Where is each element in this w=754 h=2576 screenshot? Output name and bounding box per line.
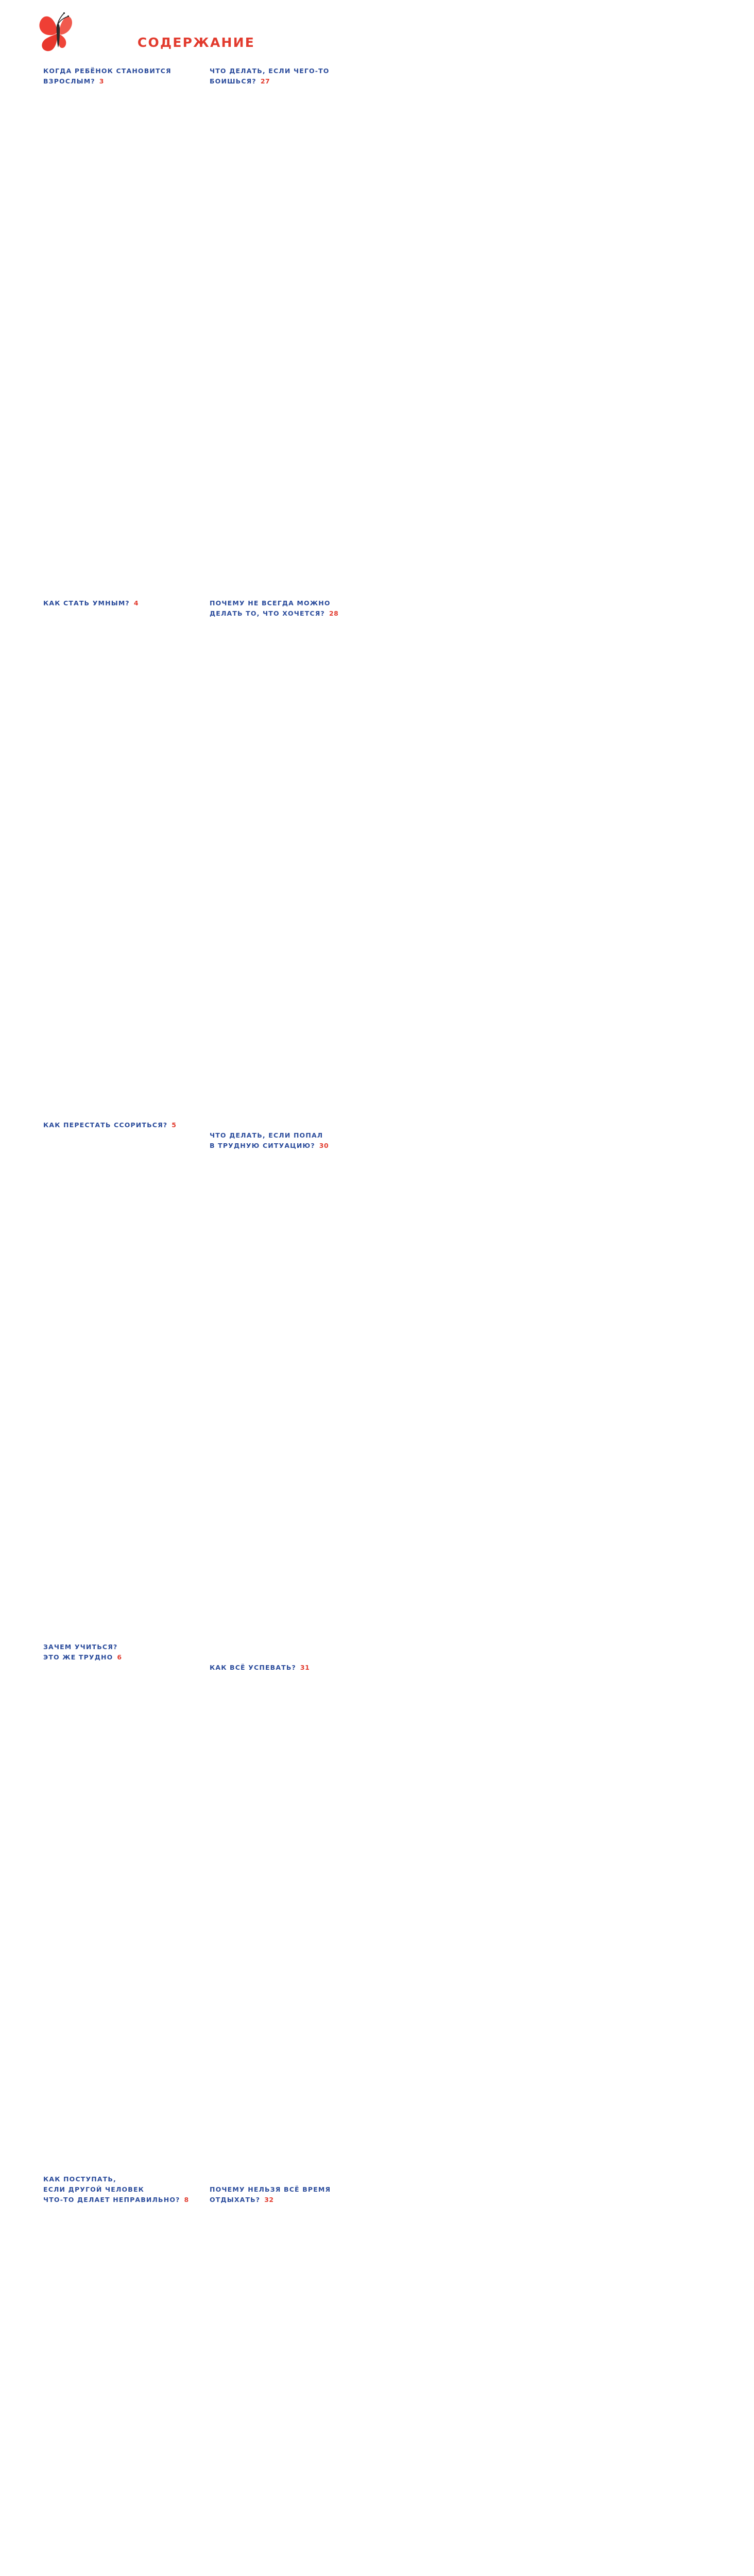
toc-entry-line: ЧТО-ТО ДЕЛАЕТ НЕПРАВИЛЬНО?: [43, 2196, 180, 2204]
toc-entry-line: БОИШЬСЯ?: [210, 77, 256, 85]
toc-page-number: 31: [300, 1664, 310, 1671]
toc-entry-line: ПОЧЕМУ НЕ ВСЕГДА МОЖНО: [210, 599, 331, 607]
toc-entry-line: ДЕЛАТЬ ТО, ЧТО ХОЧЕТСЯ?: [210, 609, 325, 617]
toc-page-number: 27: [260, 77, 270, 85]
toc-entry-line: ЗАЧЕМ УЧИТЬСЯ?: [43, 1643, 118, 1651]
toc-entry-line: В ТРУДНУЮ СИТУАЦИЮ?: [210, 1142, 315, 1149]
toc-page-number: 4: [133, 599, 139, 607]
toc-entry-line: КОГДА РЕБЁНОК СТАНОВИТСЯ: [43, 67, 172, 75]
toc-entry-line: ЧТО ДЕЛАТЬ, ЕСЛИ ПОПАЛ: [210, 1131, 323, 1139]
toc-page-number: 32: [264, 2196, 274, 2204]
toc-column-left: [43, 66, 196, 2576]
toc-columns: [43, 66, 363, 2576]
toc-entry-line: ВЗРОСЛЫМ?: [43, 77, 95, 85]
toc-entry-line: КАК ПЕРЕСТАТЬ ССОРИТЬСЯ?: [43, 1121, 168, 1129]
toc-entry-lastline: [43, 598, 196, 1113]
toc-entry-lastline: [43, 1120, 196, 1635]
toc-entry[interactable]: [43, 1120, 196, 1635]
butterfly-icon: [35, 9, 84, 59]
page-title: СОДЕРЖАНИЕ: [137, 35, 255, 50]
toc-page-number: 5: [172, 1121, 177, 1129]
toc-page-number: 28: [329, 609, 339, 617]
toc-entry[interactable]: [43, 598, 196, 1113]
toc-entry-lastline: [43, 1652, 196, 2167]
toc-entry-line: ЕСЛИ ДРУГОЙ ЧЕЛОВЕК: [43, 2185, 145, 2193]
toc-entry[interactable]: [43, 2174, 196, 2576]
toc-entry-line: ЧТО ДЕЛАТЬ, ЕСЛИ ЧЕГО-ТО: [210, 67, 330, 75]
toc-entry-line: ЭТО ЖЕ ТРУДНО: [43, 1653, 113, 1661]
toc-entry-line: ПОЧЕМУ НЕЛЬЗЯ ВСЁ ВРЕМЯ: [210, 2185, 331, 2193]
toc-entry[interactable]: [43, 66, 196, 591]
toc-entry[interactable]: [43, 1642, 196, 2167]
toc-page-number: 30: [319, 1142, 329, 1149]
toc-entry-line: КАК ВСЁ УСПЕВАТЬ?: [210, 1664, 296, 1671]
toc-entry-lastline: [43, 76, 196, 591]
toc-page-number: 3: [99, 77, 104, 85]
toc-entry-lastline: [43, 2195, 196, 2576]
toc-page-number: 6: [117, 1653, 122, 1661]
toc-entry-line: КАК ПОСТУПАТЬ,: [43, 2175, 116, 2183]
contents-page: [0, 0, 392, 2204]
toc-page-number: 8: [184, 2196, 189, 2204]
toc-entry-line: ОТДЫХАТЬ?: [210, 2196, 261, 2204]
toc-entry-line: КАК СТАТЬ УМНЫМ?: [43, 599, 130, 607]
